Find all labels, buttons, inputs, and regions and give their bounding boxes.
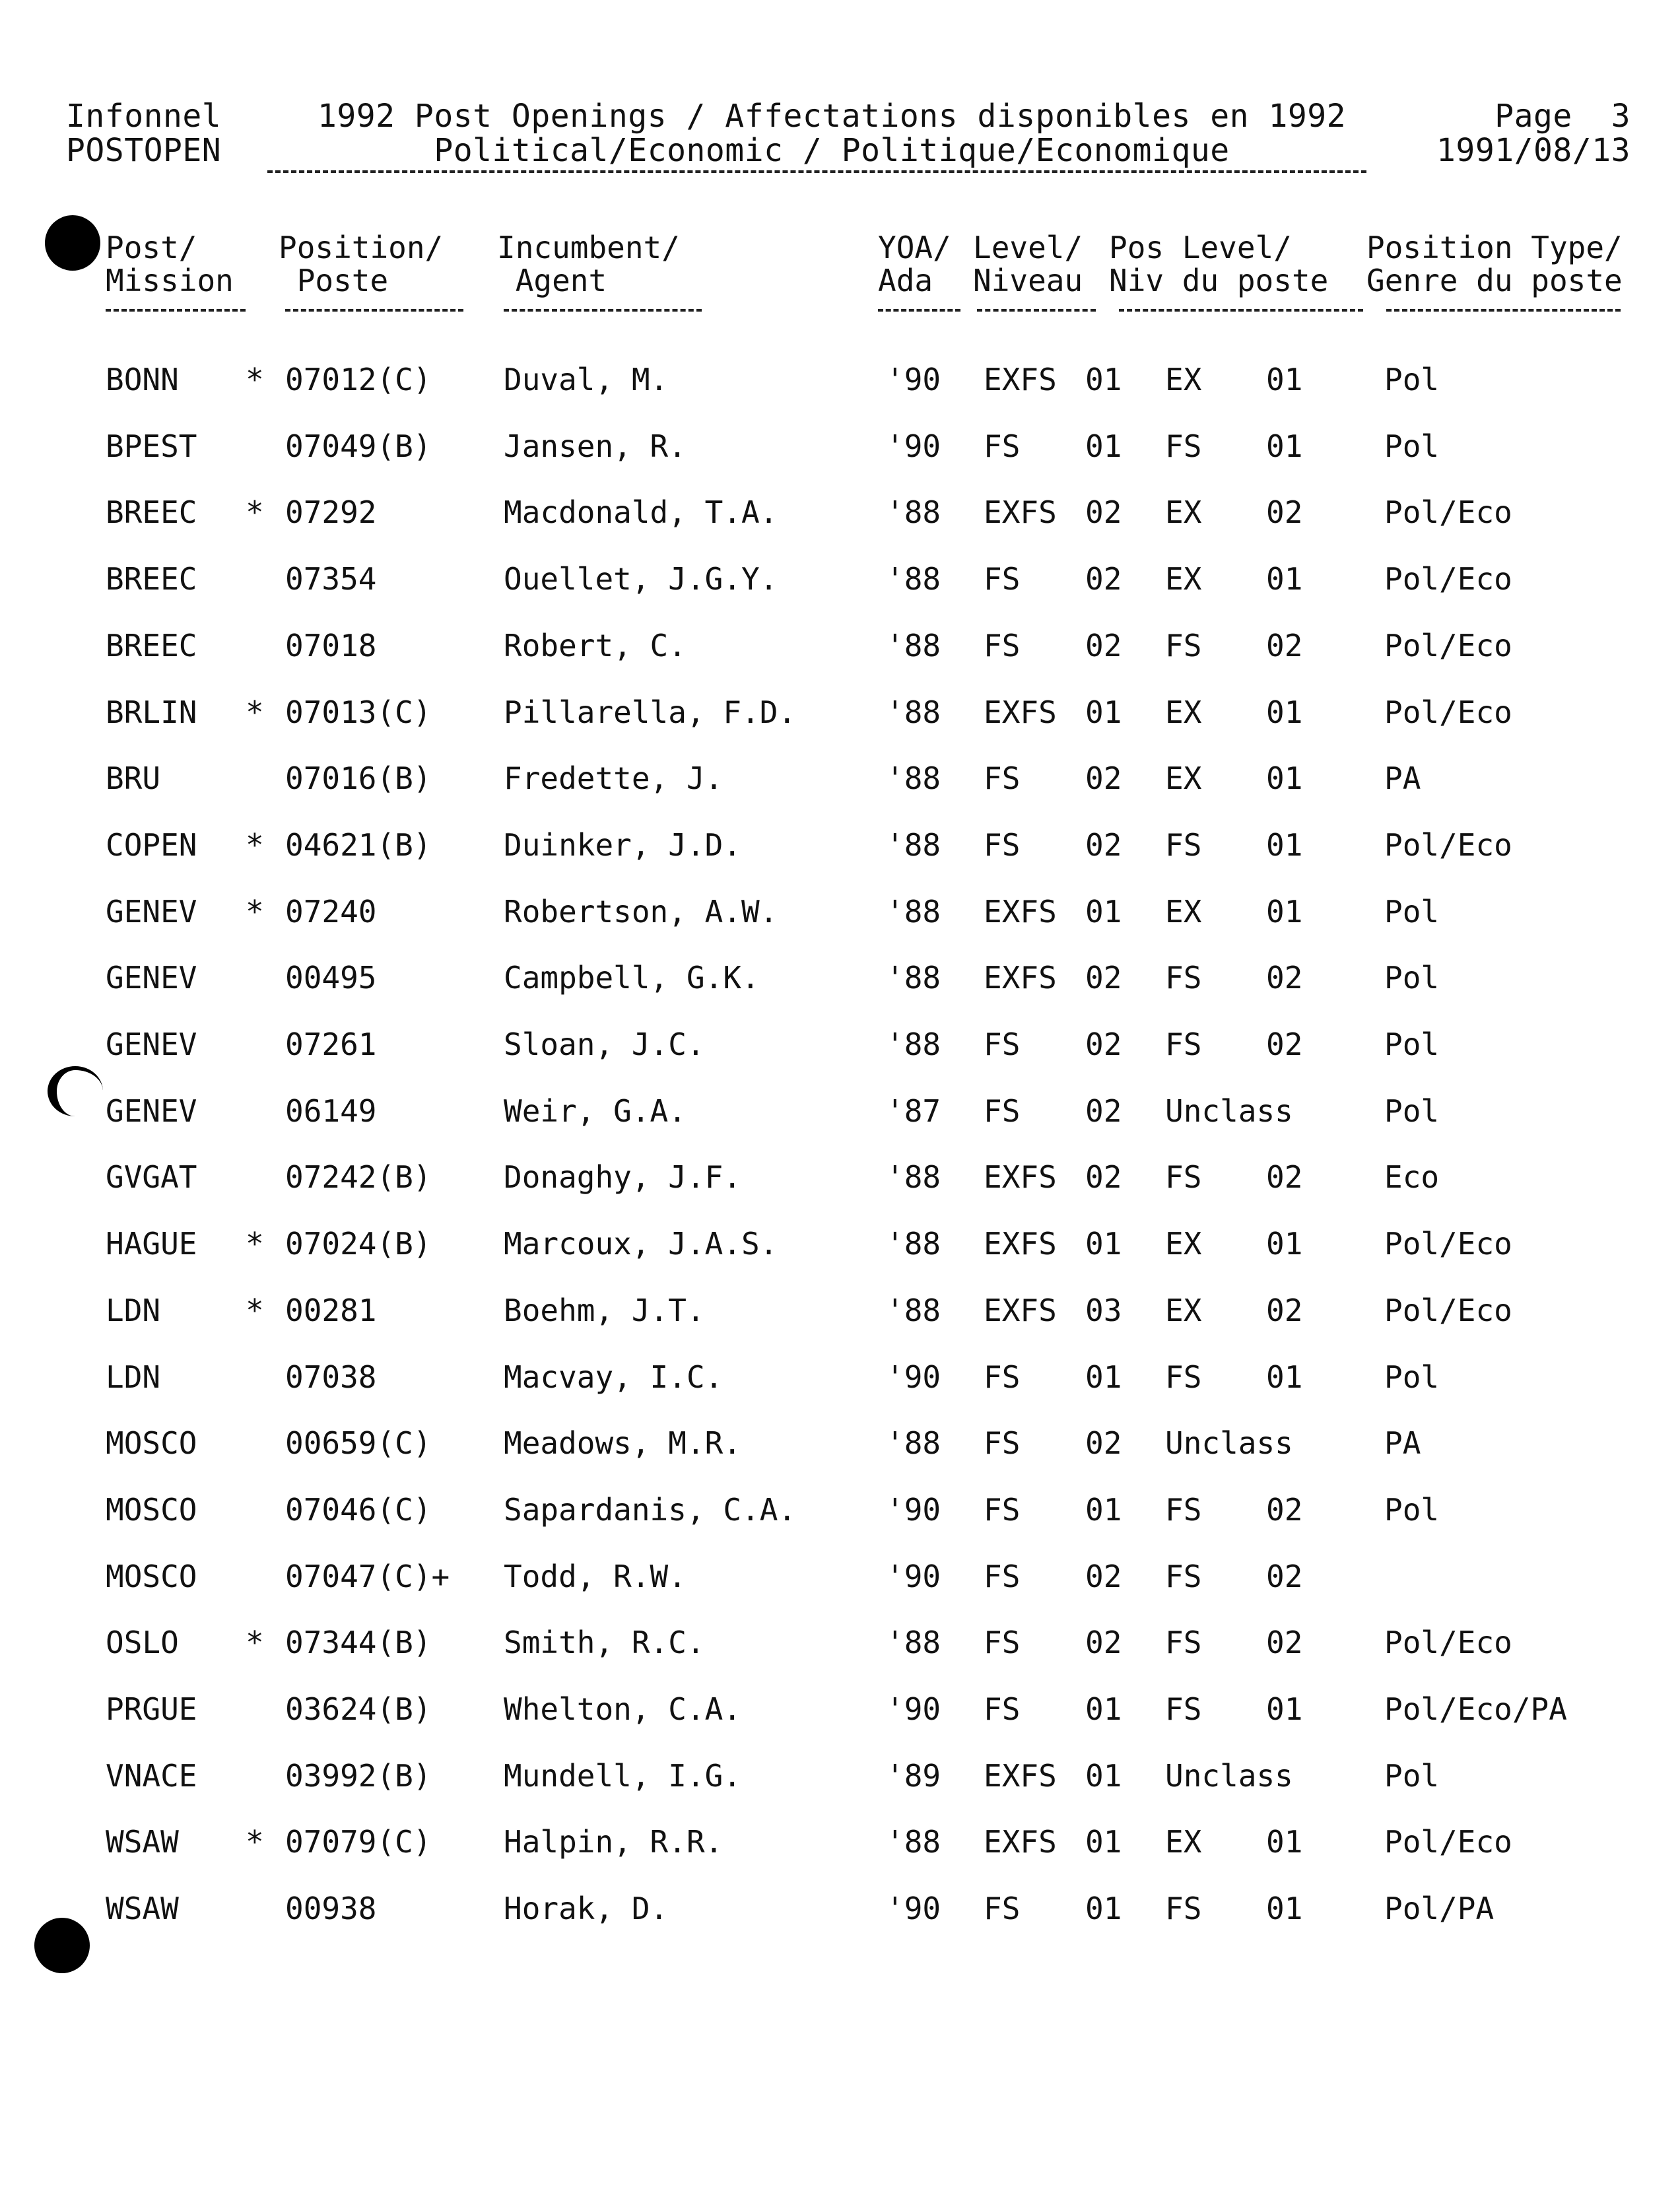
- report-code: POSTOPEN: [66, 132, 222, 169]
- cell-pos-level-num: 01: [1266, 561, 1303, 597]
- col-poslevel-fr: Niv du poste: [1109, 263, 1329, 298]
- cell-position-type: Pol/Eco: [1384, 1226, 1512, 1262]
- col-header-pos-level: [1109, 231, 1328, 297]
- col-yoa-fr: Ada: [878, 263, 933, 298]
- cell-post: BREEC: [106, 627, 197, 663]
- cell-incumbent: Donaghy, J.F.: [504, 1159, 742, 1196]
- cell-level-num: 02: [1085, 760, 1122, 797]
- cell-star-marker: *: [246, 1824, 264, 1860]
- table-row: [0, 1626, 1680, 1692]
- cell-pos-level: FS: [1165, 1491, 1202, 1528]
- cell-position: 07047(C)+: [285, 1558, 450, 1594]
- cell-level-num: 01: [1085, 694, 1122, 730]
- cell-level: FS: [984, 1425, 1021, 1462]
- cell-level-num: 02: [1085, 960, 1122, 996]
- hole-punch-bottom: [34, 1918, 90, 1973]
- cell-position: 07024(B): [285, 1226, 432, 1262]
- cell-position-type: Pol: [1384, 1093, 1440, 1129]
- cell-pos-level: EX: [1165, 494, 1202, 531]
- cell-level-num: 02: [1085, 627, 1122, 663]
- cell-star-marker: *: [246, 362, 264, 397]
- table-row: [0, 1227, 1680, 1293]
- cell-post: OSLO: [106, 1625, 179, 1661]
- cell-yoa: '88: [886, 760, 941, 797]
- cell-pos-level-num: 02: [1266, 960, 1303, 996]
- cell-post: BREEC: [106, 494, 197, 531]
- cell-level: EXFS: [984, 1226, 1057, 1262]
- cell-post: BONN: [106, 362, 179, 397]
- col-rule-post: [106, 309, 246, 312]
- col-rule-pos-level: [1119, 309, 1363, 312]
- cell-post: MOSCO: [106, 1491, 197, 1528]
- cell-position: 07242(B): [285, 1159, 432, 1196]
- cell-level: EXFS: [984, 694, 1057, 730]
- cell-level: FS: [984, 1891, 1021, 1927]
- table-row: [0, 1560, 1680, 1626]
- cell-incumbent: Weir, G.A.: [504, 1093, 687, 1129]
- cell-level-num: 01: [1085, 428, 1122, 464]
- cell-pos-level: FS: [1165, 428, 1202, 464]
- title-line-2: Political/Economic / Politique/Economique: [434, 132, 1230, 169]
- col-incumbent-en: Incumbent/: [497, 230, 680, 265]
- col-level-fr: Niveau: [973, 263, 1083, 298]
- cell-pos-level: FS: [1165, 627, 1202, 663]
- table-row: [0, 895, 1680, 961]
- col-header-yoa: [878, 231, 951, 297]
- cell-level: FS: [984, 1625, 1021, 1661]
- col-type-en: Position Type/: [1366, 230, 1623, 265]
- col-header-level: [973, 231, 1083, 297]
- cell-level-num: 01: [1085, 1824, 1122, 1860]
- col-rule-yoa: [878, 309, 960, 312]
- cell-level: EXFS: [984, 960, 1057, 996]
- cell-star-marker: *: [246, 694, 264, 730]
- cell-pos-level: FS: [1165, 960, 1202, 996]
- cell-level: FS: [984, 1027, 1021, 1062]
- cell-level-num: 02: [1085, 827, 1122, 863]
- cell-level-num: 01: [1085, 1757, 1122, 1794]
- cell-yoa: '90: [886, 1359, 941, 1395]
- cell-incumbent: Sloan, J.C.: [504, 1027, 705, 1062]
- cell-pos-level-num: 02: [1266, 494, 1303, 531]
- cell-pos-level-num: 01: [1266, 428, 1303, 464]
- cell-star-marker: *: [246, 494, 264, 531]
- cell-position-type: Pol/Eco: [1384, 561, 1512, 597]
- col-yoa-en: YOA/: [878, 230, 951, 265]
- cell-post: GVGAT: [106, 1159, 197, 1196]
- cell-position-type: Pol: [1384, 1491, 1440, 1528]
- col-rule-level: [977, 309, 1096, 312]
- cell-position-type: Pol/Eco: [1384, 694, 1512, 730]
- cell-pos-level-num: 01: [1266, 694, 1303, 730]
- cell-level-num: 01: [1085, 1226, 1122, 1262]
- cell-incumbent: Robert, C.: [504, 627, 687, 663]
- table-row: [0, 1759, 1680, 1825]
- cell-yoa: '90: [886, 1691, 941, 1727]
- cell-incumbent: Fredette, J.: [504, 760, 723, 797]
- cell-pos-level: EX: [1165, 561, 1202, 597]
- cell-incumbent: Robertson, A.W.: [504, 893, 778, 930]
- cell-position: 07240: [285, 893, 377, 930]
- cell-post: HAGUE: [106, 1226, 197, 1262]
- table-row: [0, 696, 1680, 762]
- cell-pos-level-num: 02: [1266, 1292, 1303, 1328]
- col-rule-type: [1386, 309, 1621, 312]
- cell-position-type: Pol/Eco: [1384, 627, 1512, 663]
- cell-yoa: '88: [886, 1625, 941, 1661]
- col-header-type: [1366, 231, 1623, 297]
- cell-yoa: '88: [886, 561, 941, 597]
- table-row: [0, 1095, 1680, 1161]
- cell-post: VNACE: [106, 1757, 197, 1794]
- cell-post: BPEST: [106, 428, 197, 464]
- cell-level: EXFS: [984, 1159, 1057, 1196]
- cell-position-type: Pol: [1384, 1359, 1440, 1395]
- cell-incumbent: Meadows, M.R.: [504, 1425, 742, 1462]
- cell-pos-level: Unclass: [1165, 1425, 1293, 1462]
- cell-incumbent: Mundell, I.G.: [504, 1757, 742, 1794]
- cell-incumbent: Duinker, J.D.: [504, 827, 742, 863]
- cell-incumbent: Jansen, R.: [504, 428, 687, 464]
- cell-post: BRLIN: [106, 694, 197, 730]
- cell-level: EXFS: [984, 362, 1057, 397]
- table-row: [0, 1294, 1680, 1360]
- cell-post: MOSCO: [106, 1558, 197, 1594]
- header-divider: [267, 170, 1366, 173]
- cell-position-type: Pol/Eco/PA: [1384, 1691, 1567, 1727]
- cell-post: GENEV: [106, 960, 197, 996]
- cell-position: 07049(B): [285, 428, 432, 464]
- cell-pos-level: FS: [1165, 1359, 1202, 1395]
- cell-position: 07261: [285, 1027, 377, 1062]
- table-row: [0, 1361, 1680, 1427]
- cell-position: 07018: [285, 627, 377, 663]
- cell-position-type: PA: [1384, 760, 1421, 797]
- cell-pos-level-num: 02: [1266, 1491, 1303, 1528]
- cell-level: FS: [984, 1093, 1021, 1129]
- cell-yoa: '88: [886, 1425, 941, 1462]
- table-row: [0, 496, 1680, 562]
- title-line-1: 1992 Post Openings / Affectations disponibles en 1992: [317, 98, 1347, 135]
- cell-incumbent: Campbell, G.K.: [504, 960, 760, 996]
- cell-incumbent: Duval, M.: [504, 362, 669, 397]
- cell-pos-level: FS: [1165, 1558, 1202, 1594]
- col-type-fr: Genre du poste: [1366, 263, 1623, 298]
- cell-position-type: Pol/Eco: [1384, 494, 1512, 531]
- cell-pos-level-num: 01: [1266, 827, 1303, 863]
- cell-incumbent: Marcoux, J.A.S.: [504, 1226, 778, 1262]
- cell-post: BRU: [106, 760, 161, 797]
- cell-position: 03992(B): [285, 1757, 432, 1794]
- cell-position-type: Pol/Eco: [1384, 1625, 1512, 1661]
- header-right: [1419, 99, 1630, 168]
- header-left: [66, 99, 221, 168]
- table-row: [0, 1892, 1680, 1958]
- table-row: [0, 363, 1680, 429]
- col-poslevel-en: Pos Level/: [1109, 230, 1292, 265]
- cell-position-type: Pol/Eco: [1384, 1824, 1512, 1860]
- col-post-en: Post/: [106, 230, 197, 265]
- cell-level-num: 02: [1085, 1159, 1122, 1196]
- cell-post: GENEV: [106, 893, 197, 930]
- cell-post: GENEV: [106, 1027, 197, 1062]
- cell-position: 07344(B): [285, 1625, 432, 1661]
- cell-level-num: 01: [1085, 1359, 1122, 1395]
- col-position-fr: Poste: [296, 263, 389, 298]
- cell-post: BREEC: [106, 561, 197, 597]
- cell-pos-level: EX: [1165, 362, 1202, 397]
- cell-position: 00495: [285, 960, 377, 996]
- cell-position: 07079(C): [285, 1824, 432, 1860]
- cell-yoa: '88: [886, 827, 941, 863]
- cell-position-type: PA: [1384, 1425, 1421, 1462]
- system-name: Infonnel: [66, 98, 222, 135]
- cell-pos-level-num: 01: [1266, 362, 1303, 397]
- cell-post: LDN: [106, 1359, 161, 1395]
- cell-position: 04621(B): [285, 827, 432, 863]
- cell-position: 07012(C): [285, 362, 432, 397]
- table-row: [0, 961, 1680, 1027]
- cell-level-num: 01: [1085, 1691, 1122, 1727]
- cell-position-type: Pol: [1384, 428, 1440, 464]
- cell-level: EXFS: [984, 1292, 1057, 1328]
- cell-yoa: '88: [886, 627, 941, 663]
- cell-post: COPEN: [106, 827, 197, 863]
- cell-position: 03624(B): [285, 1691, 432, 1727]
- cell-pos-level: FS: [1165, 1691, 1202, 1727]
- cell-level-num: 01: [1085, 1891, 1122, 1927]
- cell-pos-level: FS: [1165, 1159, 1202, 1196]
- cell-position: 07046(C): [285, 1491, 432, 1528]
- cell-level: FS: [984, 1558, 1021, 1594]
- cell-post: WSAW: [106, 1891, 179, 1927]
- cell-incumbent: Sapardanis, C.A.: [504, 1491, 797, 1528]
- cell-pos-level: EX: [1165, 760, 1202, 797]
- cell-incumbent: Smith, R.C.: [504, 1625, 705, 1661]
- cell-level: FS: [984, 1691, 1021, 1727]
- cell-level-num: 02: [1085, 1625, 1122, 1661]
- cell-pos-level: EX: [1165, 1292, 1202, 1328]
- cell-yoa: '87: [886, 1093, 941, 1129]
- cell-star-marker: *: [246, 1625, 264, 1661]
- cell-level-num: 02: [1085, 1558, 1122, 1594]
- cell-yoa: '88: [886, 1292, 941, 1328]
- cell-level-num: 02: [1085, 494, 1122, 531]
- cell-pos-level: FS: [1165, 827, 1202, 863]
- cell-pos-level: EX: [1165, 1226, 1202, 1262]
- cell-position: 07016(B): [285, 760, 432, 797]
- cell-level-num: 03: [1085, 1292, 1122, 1328]
- table-row: [0, 1825, 1680, 1891]
- cell-post: GENEV: [106, 1093, 197, 1129]
- cell-position-type: Eco: [1384, 1159, 1440, 1196]
- cell-pos-level-num: 01: [1266, 1226, 1303, 1262]
- cell-yoa: '90: [886, 1891, 941, 1927]
- cell-level: EXFS: [984, 893, 1057, 930]
- cell-yoa: '88: [886, 1824, 941, 1860]
- cell-incumbent: Horak, D.: [504, 1891, 669, 1927]
- col-rule-position: [285, 309, 463, 312]
- cell-pos-level-num: 02: [1266, 1558, 1303, 1594]
- cell-level-num: 01: [1085, 893, 1122, 930]
- cell-yoa: '88: [886, 893, 941, 930]
- header-title: [284, 99, 1380, 168]
- cell-incumbent: Ouellet, J.G.Y.: [504, 561, 778, 597]
- cell-level: EXFS: [984, 494, 1057, 531]
- cell-yoa: '90: [886, 362, 941, 397]
- col-position-en: Position/: [279, 230, 444, 265]
- table-row: [0, 762, 1680, 828]
- cell-level: FS: [984, 1359, 1021, 1395]
- cell-yoa: '88: [886, 960, 941, 996]
- cell-incumbent: Whelton, C.A.: [504, 1691, 742, 1727]
- cell-level: FS: [984, 760, 1021, 797]
- cell-pos-level-num: 01: [1266, 1824, 1303, 1860]
- hole-punch-top: [45, 215, 100, 271]
- cell-level-num: 02: [1085, 1027, 1122, 1062]
- cell-position-type: Pol: [1384, 1757, 1440, 1794]
- cell-pos-level-num: 02: [1266, 1159, 1303, 1196]
- cell-level-num: 01: [1085, 1491, 1122, 1528]
- cell-star-marker: *: [246, 1292, 264, 1328]
- cell-level: FS: [984, 1491, 1021, 1528]
- cell-incumbent: Todd, R.W.: [504, 1558, 687, 1594]
- cell-pos-level-num: 02: [1266, 1625, 1303, 1661]
- cell-yoa: '90: [886, 428, 941, 464]
- cell-level: FS: [984, 428, 1021, 464]
- cell-post: PRGUE: [106, 1691, 197, 1727]
- cell-level-num: 01: [1085, 362, 1122, 397]
- cell-level: FS: [984, 627, 1021, 663]
- col-header-post: [106, 231, 234, 297]
- cell-pos-level: EX: [1165, 694, 1202, 730]
- cell-pos-level-num: 01: [1266, 760, 1303, 797]
- cell-yoa: '88: [886, 1226, 941, 1262]
- table-row: [0, 828, 1680, 895]
- cell-pos-level: EX: [1165, 893, 1202, 930]
- table-row: [0, 1161, 1680, 1227]
- cell-pos-level: FS: [1165, 1027, 1202, 1062]
- cell-position-type: Pol: [1384, 362, 1440, 397]
- cell-position-type: Pol: [1384, 893, 1440, 930]
- col-incumbent-fr: Agent: [515, 263, 607, 298]
- cell-incumbent: Pillarella, F.D.: [504, 694, 797, 730]
- cell-star-marker: *: [246, 893, 264, 930]
- cell-position: 07292: [285, 494, 377, 531]
- col-header-position: [279, 231, 443, 297]
- cell-level-num: 02: [1085, 1093, 1122, 1129]
- cell-position: 07038: [285, 1359, 377, 1395]
- cell-level: EXFS: [984, 1824, 1057, 1860]
- cell-yoa: '90: [886, 1558, 941, 1594]
- table-row: [0, 1493, 1680, 1559]
- cell-incumbent: Halpin, R.R.: [504, 1824, 723, 1860]
- table-row: [0, 1693, 1680, 1759]
- table-row: [0, 1028, 1680, 1094]
- cell-position: 07013(C): [285, 694, 432, 730]
- table-row: [0, 562, 1680, 628]
- hole-punch-middle: [48, 1066, 103, 1116]
- cell-pos-level: FS: [1165, 1891, 1202, 1927]
- cell-pos-level: EX: [1165, 1824, 1202, 1860]
- col-level-en: Level/: [973, 230, 1083, 265]
- cell-position-type: Pol/Eco: [1384, 1292, 1512, 1328]
- cell-pos-level-num: 02: [1266, 1027, 1303, 1062]
- table-row: [0, 629, 1680, 695]
- cell-position: 07354: [285, 561, 377, 597]
- cell-position-type: Pol/Eco: [1384, 827, 1512, 863]
- cell-incumbent: Macvay, I.C.: [504, 1359, 723, 1395]
- cell-incumbent: Macdonald, T.A.: [504, 494, 778, 531]
- report-date: 1991/08/13: [1436, 132, 1630, 169]
- cell-position-type: Pol: [1384, 1027, 1440, 1062]
- table-row: [0, 430, 1680, 496]
- cell-level: EXFS: [984, 1757, 1057, 1794]
- cell-yoa: '88: [886, 1027, 941, 1062]
- col-header-incumbent: [497, 231, 680, 297]
- cell-post: MOSCO: [106, 1425, 197, 1462]
- cell-yoa: '90: [886, 1491, 941, 1528]
- cell-star-marker: *: [246, 1226, 264, 1262]
- cell-pos-level-num: 01: [1266, 1359, 1303, 1395]
- cell-position: 06149: [285, 1093, 377, 1129]
- cell-level-num: 02: [1085, 1425, 1122, 1462]
- cell-position: 00281: [285, 1292, 377, 1328]
- cell-pos-level-num: 01: [1266, 1691, 1303, 1727]
- cell-yoa: '88: [886, 1159, 941, 1196]
- col-rule-incumbent: [504, 309, 702, 312]
- cell-star-marker: *: [246, 827, 264, 863]
- cell-pos-level: Unclass: [1165, 1757, 1293, 1794]
- cell-pos-level-num: 01: [1266, 1891, 1303, 1927]
- table-row: [0, 1427, 1680, 1493]
- cell-position-type: Pol/PA: [1384, 1891, 1495, 1927]
- col-post-fr: Mission: [106, 263, 234, 298]
- page-number: Page 3: [1495, 98, 1630, 135]
- cell-incumbent: Boehm, J.T.: [504, 1292, 705, 1328]
- cell-position: 00659(C): [285, 1425, 432, 1462]
- cell-pos-level-num: 01: [1266, 893, 1303, 930]
- cell-pos-level-num: 02: [1266, 627, 1303, 663]
- cell-post: LDN: [106, 1292, 161, 1328]
- cell-position: 00938: [285, 1891, 377, 1927]
- cell-yoa: '88: [886, 494, 941, 531]
- cell-position-type: Pol: [1384, 960, 1440, 996]
- cell-level-num: 02: [1085, 561, 1122, 597]
- cell-level: FS: [984, 827, 1021, 863]
- cell-yoa: '89: [886, 1757, 941, 1794]
- cell-pos-level: Unclass: [1165, 1093, 1293, 1129]
- cell-post: WSAW: [106, 1824, 179, 1860]
- cell-pos-level: FS: [1165, 1625, 1202, 1661]
- cell-yoa: '88: [886, 694, 941, 730]
- cell-level: FS: [984, 561, 1021, 597]
